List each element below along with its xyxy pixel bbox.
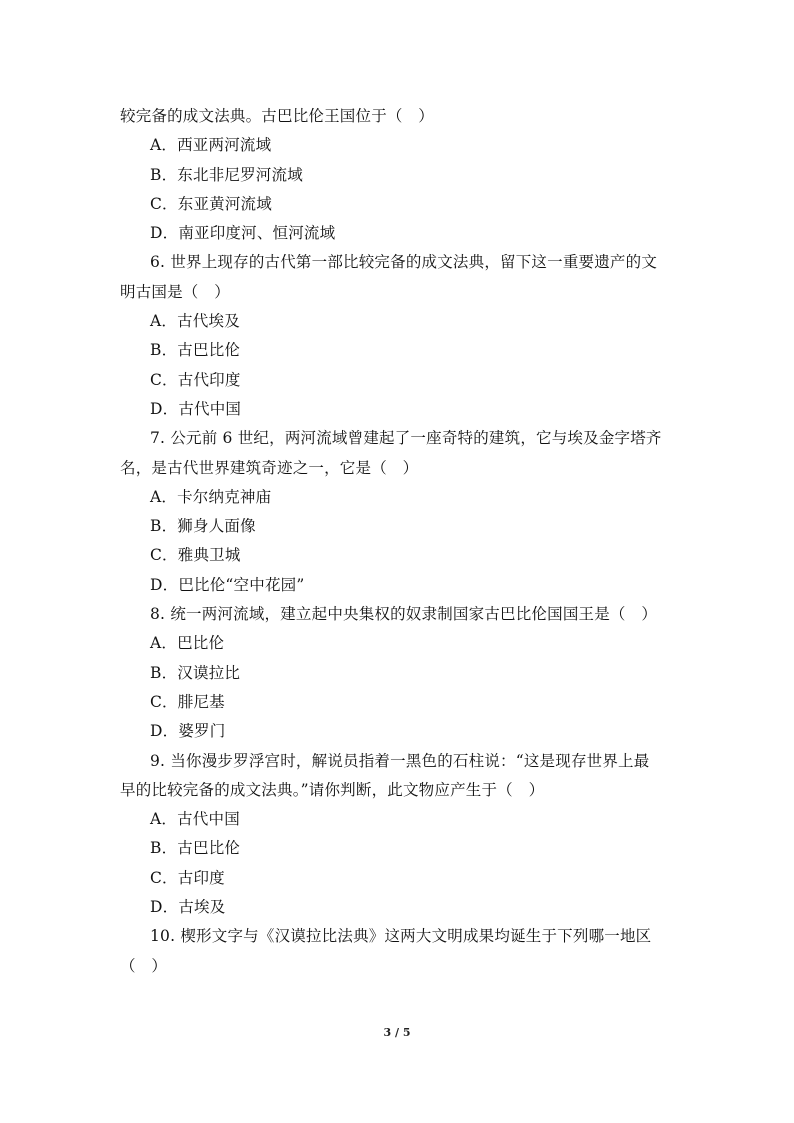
text-line: 较完备的成文法典。古巴比伦王国位于（ ） [120,107,435,125]
question-6-cont: 明古国是（ ） [120,282,230,301]
option-c: C．东亚黄河流域 [150,194,272,213]
option-c: C．古印度 [150,868,225,887]
option-b: B．古巴比伦 [150,341,241,360]
option-b: B．狮身人面像 [150,517,256,536]
option-b: B．东北非尼罗河流域 [150,165,303,184]
option-d: D．古埃及 [150,898,226,917]
option-a: A．卡尔纳克神庙 [150,487,272,506]
option-a: A．古代中国 [150,810,240,829]
option-c: C．古代印度 [150,370,241,389]
question-10-cont: （ ） [120,956,168,975]
question-body [120,102,680,981]
option-c: C．雅典卫城 [150,546,241,565]
option-d: D．婆罗门 [150,722,226,741]
question-10: 10. 楔形文字与《汉谟拉比法典》这两大文明成果均诞生于下列哪一地区 [150,927,652,946]
question-7: 7. 公元前 6 世纪，两河流域曾建起了一座奇特的建筑，它与埃及金字塔齐 [150,429,662,448]
question-8: 8. 统一两河流域，建立起中央集权的奴隶制国家古巴比伦国国王是（ ） [150,605,658,624]
question-7-cont: 名，是古代世界建筑奇迹之一，它是（ ） [120,458,419,477]
option-a: A．古代埃及 [150,312,240,331]
option-c: C．腓尼基 [150,692,225,711]
option-b: B．汉谟拉比 [150,663,241,682]
option-b: B．古巴比伦 [150,839,241,858]
question-9: 9. 当你漫步罗浮宫时，解说员指着一黑色的石柱说：“这是现存世界上最 [150,751,650,770]
page-number: 3 / 5 [383,1026,411,1039]
option-d: D．巴比伦“空中花园” [150,575,305,594]
option-a: A．西亚两河流域 [150,136,272,155]
option-d: D．南亚印度河、恒河流域 [150,224,336,243]
question-6: 6. 世界上现存的古代第一部比较完备的成文法典，留下这一重要遗产的文 [150,253,658,272]
option-a: A．巴比伦 [150,634,225,653]
option-d: D．古代中国 [150,399,242,418]
question-9-cont: 早的比较完备的成文法典。”请你判断，此文物应产生于（ ） [120,780,545,799]
